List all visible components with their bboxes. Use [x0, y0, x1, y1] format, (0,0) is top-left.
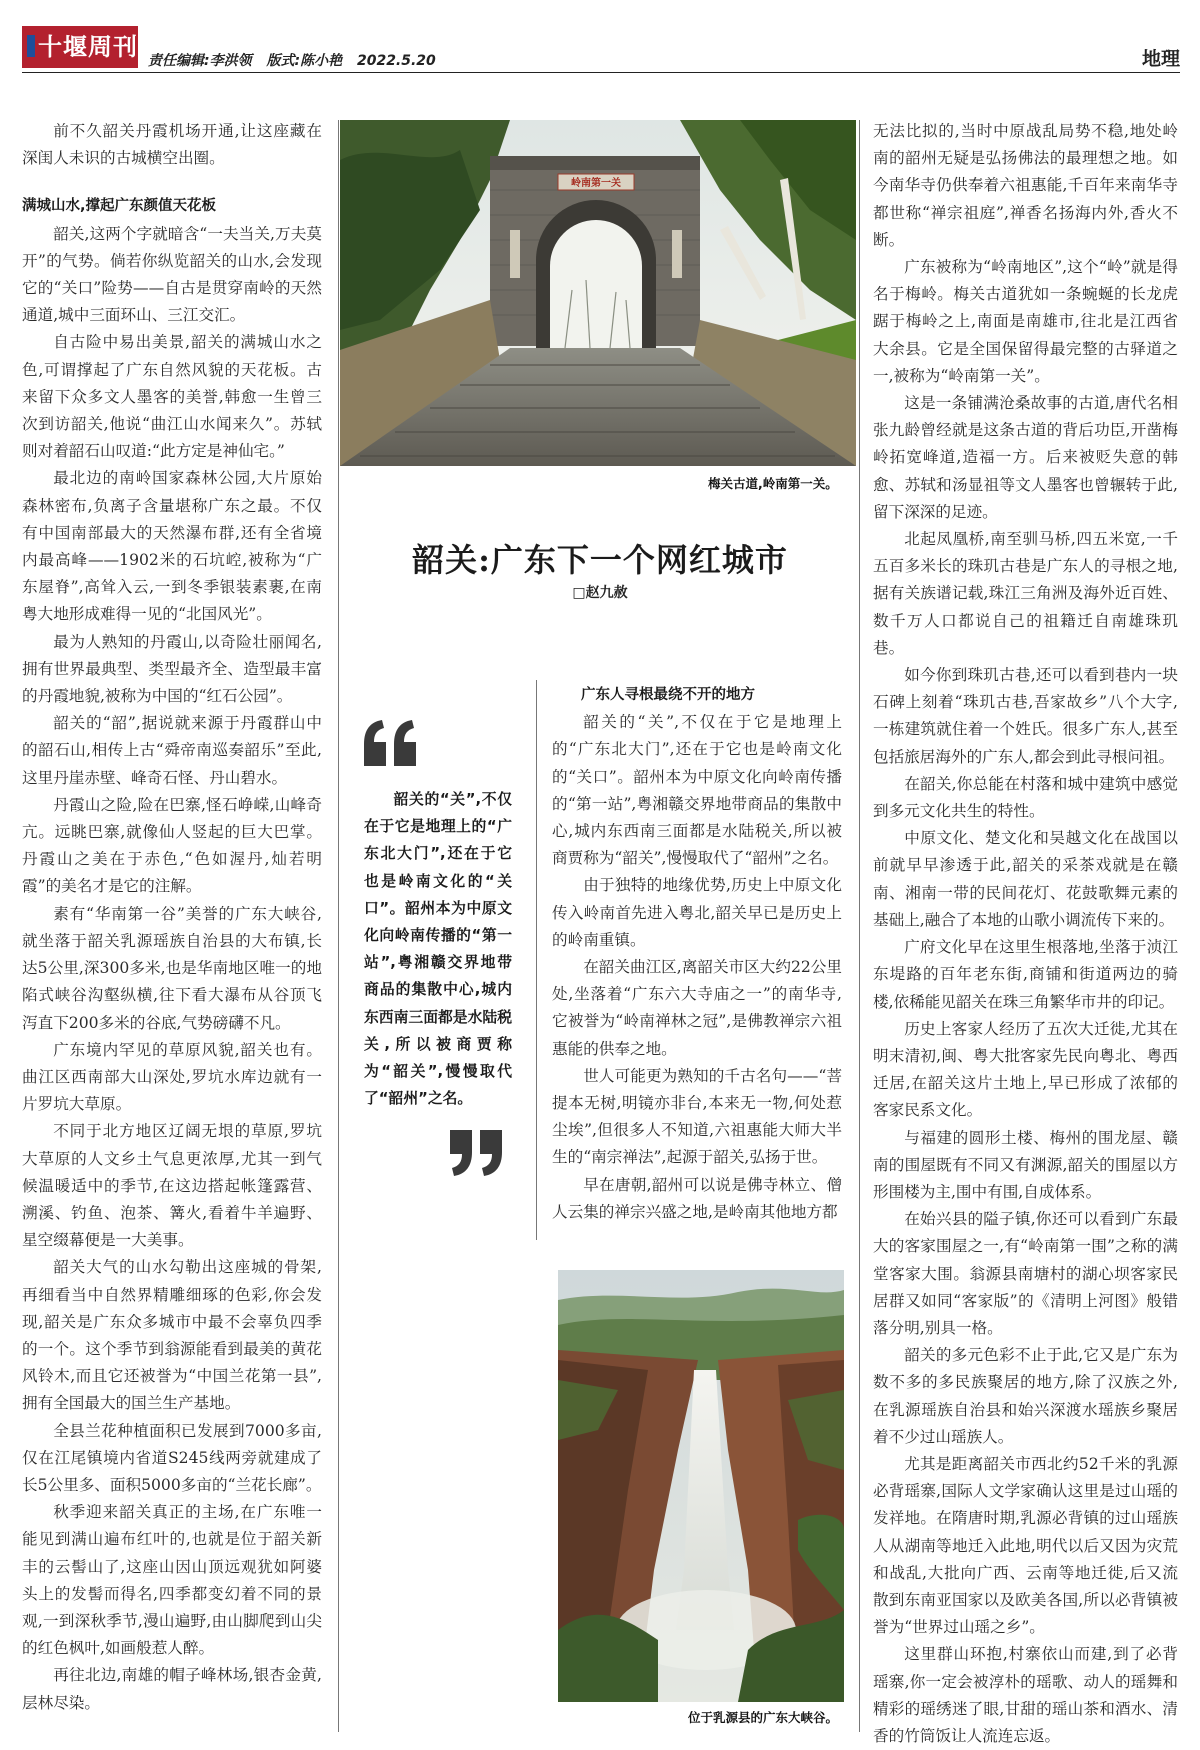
paragraph: 历史上客家人经历了五次大迁徙,尤其在明末清初,闽、粤大批客家先民向粤北、粤西迁居,在韶关这片土地上,早已形成了浓郁的客家民系文化。 [873, 1019, 1178, 1120]
paragraph: 无法比拟的,当时中原战乱局势不稳,地处岭南的韶州无疑是弘扬佛法的最理想之地。如今南华寺仍供奉着六祖惠能,千百年来南华寺都世称“禅宗祖庭”,禅香名扬海内外,香火不断。 [873, 122, 1178, 249]
paragraph: 北起凤凰桥,南至驯马桥,四五米宽,一千五百多米长的珠玑古巷是广东人的寻根之地,据有关族谱记载,珠江三角洲及海外近百姓、数千万人口都说自己的祖籍迁自南雄珠玑巷。 [873, 530, 1178, 657]
paragraph: 与福建的圆形土楼、梅州的围龙屋、赣南的围屋既有不同又有渊源,韶关的围屋以方形围楼为主,围中有围,自成体系。 [873, 1128, 1178, 1201]
column-divider [338, 120, 339, 1732]
section-heading: 满城山水,撑起广东颜值天花板 [22, 198, 217, 215]
section-heading: 广东人寻根最绕不开的地方 [581, 687, 755, 703]
article-title: 韶关:广东下一个网红城市 [412, 541, 788, 579]
paragraph: 最为人熟知的丹霞山,以奇险壮丽闻名,拥有世界最典型、类型最齐全、造型最丰富的丹霞地貌,被称为中国的“红石公园”。 [22, 632, 322, 706]
masthead-badge-icon [27, 35, 35, 57]
paragraph: 由于独特的地缘优势,历史上中原文化传入岭南首先进入粤北,韶关早已是历史上的岭南重镇。 [552, 876, 842, 949]
close-quote-icon [446, 1128, 506, 1178]
column-divider [536, 680, 537, 1240]
paragraph: 在韶关曲江区,离韶关市区大约22公里处,坐落着“广东六大寺庙之一”的南华寺,它被誉为“岭南禅林之冠”,是佛教禅宗六祖惠能的供奉之地。 [552, 958, 842, 1058]
editor-credit: 责任编辑:李洪领 [148, 53, 252, 69]
paragraph: 尤其是距离韶关市西北约52千米的乳源必背瑶寨,国际人文学家确认这里是过山瑶的发祥地。在隋唐时期,乳源必背镇的过山瑶族人从湖南等地迁入此地,明代以后又因为灾荒和战乱,大批向广西、云南等地迁徙,后又流散到东南亚国家以及欧美各国,所以必背镇被誉为“世界过山瑶之乡”。 [873, 1454, 1178, 1637]
gate-illustration [340, 120, 856, 466]
paragraph: 最北边的南岭国家森林公园,大片原始森林密布,负离子含量堪称广东之最。不仅有中国南部最大的天然瀑布群,还有全省境内最高峰——1902米的石坑崆,被称为“广东屋脊”,高耸入云,一到冬季银装素裹,在南粤大地形成难得一见的“北国风光”。 [22, 469, 322, 624]
paragraph: 广东被称为“岭南地区”,这个“岭”就是得名于梅岭。梅关古道犹如一条蜿蜒的长龙虎踞于梅岭之上,南面是南雄市,往北是江西省大余县。它是全国保留得最完整的古驿道之一,被称为“岭南第一关”。 [873, 258, 1178, 385]
pull-quote-text: 韶关的“关”,不仅在于它是地理上的“广东北大门”,还在于它也是岭南文化的“关口”。韶州本为中原文化向岭南传播的“第一站”,粤湘赣交界地带商品的集散中心,城内东西南三面都是水陆税关,所以被商贾称为“韶关”,慢慢取代了“韶州”之名。 [364, 791, 512, 1108]
paragraph: 广东境内罕见的草原风貌,韶关也有。曲江区西南部大山深处,罗坑水库边就有一片罗坑大草原。 [22, 1040, 322, 1114]
paragraph: 韶关的多元色彩不止于此,它又是广东为数不多的多民族聚居的地方,除了汉族之外,在乳源瑶族自治县和始兴深渡水瑶族乡聚居着不少过山瑶族人。 [873, 1346, 1178, 1446]
article-byline: □赵九赦 [572, 585, 628, 601]
paragraph: 韶关,这两个字就暗含“一夫当关,万夫莫开”的气势。倘若你纵览韶关的山水,会发现它的“关口”险势——自古是贯穿南岭的天然通道,城中三面环山、三江交汇。 [22, 224, 322, 325]
paragraph: 这是一条铺满沧桑故事的古道,唐代名相张九龄曾经就是这条古道的背后功臣,开凿梅岭拓宽峰道,造福一方。后来被贬失意的韩愈、苏轼和汤显祖等文人墨客也曾辗转于此,留下深深的足迹。 [873, 394, 1178, 521]
header-meta [148, 50, 446, 70]
meiguan-gate-photo [340, 120, 856, 466]
paragraph: 韶关的“关”,不仅在于它是地理上的“广东北大门”,还在于它也是岭南文化的“关口”。韶州本为中原文化向岭南传播的“第一站”,粤湘赣交界地带商品的集散中心,城内东西南三面都是水陆税关,所以被商贾称为“韶关”,慢慢取代了“韶州”之名。 [552, 713, 842, 868]
section-label: 地理 [1141, 48, 1180, 70]
masthead-name: 十堰周刊 [38, 33, 138, 61]
paragraph: 秋季迎来韶关真正的主场,在广东唯一能见到满山遍布红叶的,也就是位于韶关新丰的云髻山了,这座山因山顶远观犹如阿婆头上的发髻而得名,四季都变幻着不同的景观,一到深秋季节,漫山遍野,由山脚爬到山尖的红色枫叶,如画般惹人醉。 [22, 1503, 322, 1658]
waterfall-illustration [558, 1270, 844, 1702]
article-column-3 [552, 682, 842, 1238]
bottom-photo-caption: 位于乳源县的广东大峡谷。 [688, 1710, 839, 1725]
paragraph: 韶关大气的山水勾勒出这座城的骨架,再细看当中自然界精雕细琢的色彩,你会发现,韶关是广东众多城市中最不会辜负四季的一个。这个季节到翁源能看到最美的黄花风铃木,而且它还被誉为“中国兰花第一县”,拥有全国最大的国兰生产基地。 [22, 1258, 322, 1413]
paragraph: 如今你到珠玑古巷,还可以看到巷内一块石碑上刻着“珠玑古巷,吾家故乡”八个大字,一栋建筑就住着一个姓氏。很多广东人,甚至包括旅居海外的广东人,都会到此寻根问祖。 [873, 666, 1178, 766]
paragraph: 自古险中易出美景,韶关的满城山水之色,可谓撑起了广东自然风貌的天花板。古来留下众多文人墨客的美誉,韩愈一生曾三次到访韶关,他说“曲江山水闻来久”。苏轼则对着韶石山叹道:“此方定是神仙宅。” [22, 333, 322, 461]
paragraph: 韶关的“韶”,据说就来源于丹霞群山中的韶石山,相传上古“舜帝南巡奏韶乐”至此,这里丹崖赤壁、峰奇石怪、丹山碧水。 [22, 714, 322, 787]
paragraph: 丹霞山之险,险在巴寨,怪石峥嵘,山峰奇亢。远眺巴寨,就像仙人竖起的巨大巴掌。丹霞山之美在于赤色,“色如渥丹,灿若明霞”的美名才是它的注解。 [22, 795, 322, 896]
paragraph: 这里群山环抱,村寨依山而建,到了必背瑶寨,你一定会被淳朴的瑶歌、动人的瑶舞和精彩的瑶绣迷了眼,甘甜的瑶山茶和酒水、清香的竹筒饭让人流连忘返。 [873, 1645, 1178, 1745]
paragraph: 不同于北方地区辽阔无垠的草原,罗坑大草原的人文乡土气息更浓厚,尤其一到气候温暖适中的季节,在这边搭起帐篷露营、溯溪、钓鱼、泡茶、篝火,看着牛羊遍野、星空缀幕便是一大美事。 [22, 1122, 322, 1250]
article-column-4 [873, 118, 1178, 1745]
layout-credit: 版式:陈小艳 [266, 53, 343, 69]
gate-plaque-text: 岭南第一关 [571, 178, 621, 189]
top-photo-caption: 梅关古道,岭南第一关。 [708, 476, 838, 491]
paragraph: 在始兴县的隘子镇,你还可以看到广东最大的客家围屋之一,有“岭南第一围”之称的满堂客家大围。翁源县南塘村的湖心坝客家民居群又如同“客家版”的《清明上河图》般错落分明,别具一格。 [873, 1210, 1178, 1337]
paragraph: 世人可能更为熟知的千古名句——“菩提本无树,明镜亦非台,本来无一物,何处惹尘埃”,但很多人不知道,六祖惠能大师大半生的“南宗禅法”,起源于韶关,弘扬于世。 [552, 1066, 842, 1167]
column-divider [859, 120, 860, 1732]
paragraph: 在韶关,你总能在村落和城中建筑中感觉到多元文化共生的特性。 [873, 774, 1178, 821]
paragraph: 早在唐朝,韶州可以说是佛寺林立、僧人云集的禅宗兴盛之地,是岭南其他地方都 [552, 1175, 842, 1221]
paragraph: 再往北边,南雄的帽子峰林场,银杏金黄,层林尽染。 [22, 1666, 322, 1712]
paragraph: 全县兰花种植面积已发展到7000多亩,仅在江尾镇境内省道S245线两旁就建成了长5公里多、面积5000多亩的“兰花长廊”。 [22, 1421, 322, 1494]
article-column-1 [22, 118, 322, 1730]
issue-date: 2022.5.20 [356, 53, 436, 69]
header-divider [22, 72, 1180, 73]
canyon-waterfall-photo [558, 1270, 844, 1702]
open-quote-icon [362, 718, 422, 768]
paragraph: 素有“华南第一谷”美誉的广东大峡谷,就坐落于韶关乳源瑶族自治县的大布镇,长达5公里,深300多米,也是华南地区唯一的地陷式峡谷沟壑纵横,往下看大瀑布从谷顶飞泻直下200多米的谷底,气势磅礴不凡。 [22, 904, 322, 1032]
masthead-logo [22, 26, 138, 68]
paragraph: 中原文化、楚文化和吴越文化在战国以前就早早渗透于此,韶关的采茶戏就是在赣南、湘南一带的民间花灯、花鼓歌舞元素的基础上,融合了本地的山歌小调流传下来的。 [873, 829, 1178, 929]
paragraph: 广府文化早在这里生根落地,坐落于浈江东堤路的百年老东街,商铺和街道两边的骑楼,依稀能见韶关在珠三角繁华市井的印记。 [873, 938, 1178, 1011]
paragraph: 前不久韶关丹霞机场开通,让这座藏在深闺人未识的古城横空出圈。 [22, 122, 322, 168]
